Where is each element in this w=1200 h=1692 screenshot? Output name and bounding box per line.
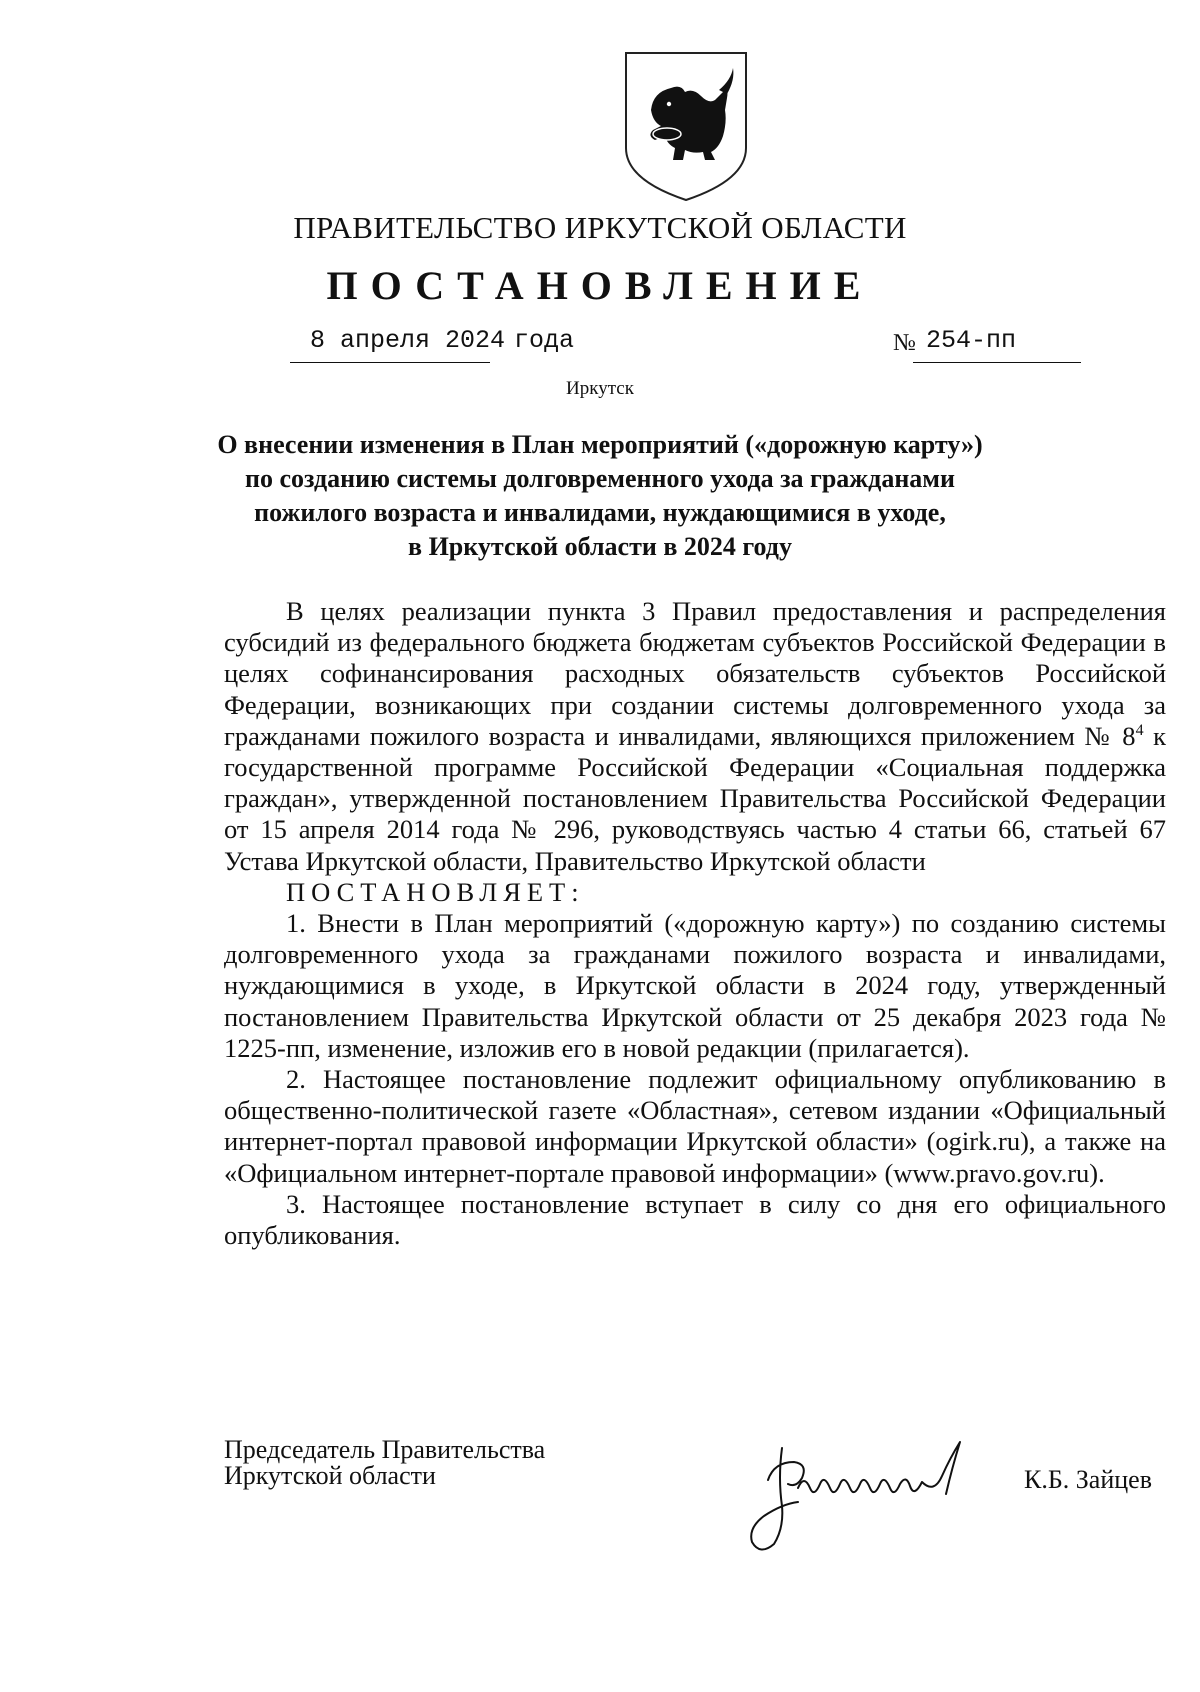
document-body — [224, 596, 1166, 1251]
preamble-text-part2: к государственной программе Российской Федерации «Социальная поддержка граждан», утвержденной постановлением Правительства Российской Федерации от 15 апреля 2014 года № 296, руководствуясь частью 4 статьи 66, статьей 67 Устава Иркутской области, Правительство Иркутской области — [224, 720, 1166, 876]
handwritten-signature-icon — [738, 1418, 998, 1558]
preamble-superscript: 4 — [1135, 721, 1144, 739]
resolution-item-3: 3. Настоящее постановление вступает в силу со дня его официального опубликования. — [224, 1188, 1166, 1251]
government-name: ПРАВИТЕЛЬСТВО ИРКУТСКОЙ ОБЛАСТИ — [293, 210, 907, 245]
signer-position-line: Иркутской области — [224, 1461, 436, 1490]
preamble-text-part1: В целях реализации пункта 3 Правил предоставления и распределения субсидий из федерального бюджета бюджетам субъектов Российской Федерации в целях софинансирования расходных обязательств субъектов Российской Федерации, возникающих при создании системы долговременного ухода за гражданами пожилого возраста и инвалидами, являющихся приложением № 8 — [224, 596, 1166, 751]
subject-line: пожилого возраста и инвалидами, нуждающимися в уходе, — [254, 498, 946, 527]
resolution-item-1: 1. Внести в План мероприятий («дорожную карту») по созданию системы долговременного ухода за гражданами пожилого возраста и инвалидами, нуждающимися в уходе, в Иркутской области в 2024 году, утвержденный постановлением Правительства Иркутской области от 25 декабря 2023 года № 1225-пп, изменение, изложив его в новой редакции (прилагается). — [224, 908, 1166, 1063]
document-type-title: ПОСТАНОВЛЕНИЕ — [326, 263, 874, 308]
number-sign: № — [893, 330, 916, 356]
resolution-item-2: 2. Настоящее постановление подлежит официальному опубликованию в общественно-политической газете «Областная», сетевом издании «Официальный интернет-портал правовой информации Иркутской области» (ogirk.ru), а также на «Официальном интернет-портале правовой информации» (www.pravo.gov.ru). — [224, 1064, 1166, 1188]
irkutsk-coat-of-arms-icon — [623, 50, 749, 202]
preamble-paragraph — [224, 596, 1166, 877]
resolves-heading: ПОСТАНОВЛЯЕТ: — [286, 876, 585, 907]
document-subject — [200, 428, 1000, 564]
signer-name: К.Б. Зайцев — [1024, 1465, 1152, 1494]
document-date-suffix: года — [514, 326, 575, 355]
signer-position — [224, 1437, 545, 1489]
signer-position-line: Председатель Правительства — [224, 1435, 546, 1464]
document-number: 254-пп — [926, 326, 1017, 355]
subject-line: по созданию системы долговременного ухода за гражданами — [245, 464, 955, 493]
subject-line: в Иркутской области в 2024 году — [408, 532, 792, 561]
document-date: 8 апреля 2024 — [310, 326, 506, 355]
subject-line: О внесении изменения в План мероприятий («дорожную карту») — [217, 430, 983, 459]
city-name: Иркутск — [566, 378, 634, 399]
